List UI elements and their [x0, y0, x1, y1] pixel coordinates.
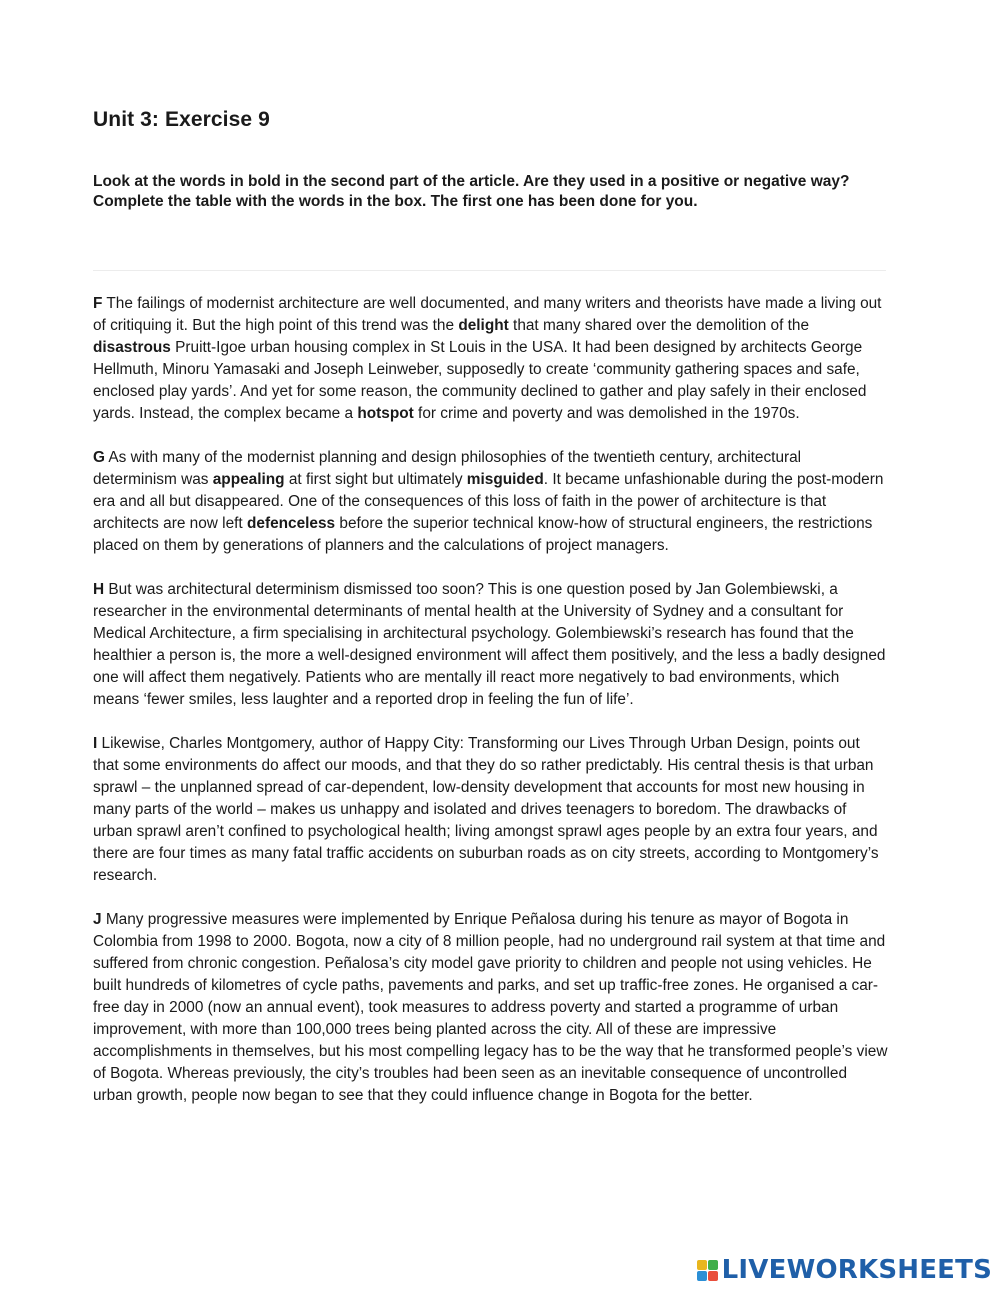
bold-word-defenceless: defenceless — [246, 515, 336, 532]
bold-word-misguided: misguided — [466, 471, 544, 488]
paragraph-letter: I — [93, 735, 98, 752]
text-segment: at first sight but ultimately — [284, 471, 467, 488]
article-paragraph-g — [93, 447, 888, 557]
exercise-instructions: Look at the words in bold in the second part of the article. Are they used in a positive or negative way? Complete the table with the words in the box. The first one has been done for you. — [93, 173, 850, 210]
article-body — [93, 293, 888, 1129]
text-segment: As with many of the modernist planning and design philosophies of the twentieth century, architectural determinism was — [93, 449, 802, 488]
article-paragraph-h — [93, 579, 888, 711]
text-segment: that many shared over the demolition of the — [508, 317, 810, 334]
paragraph-text: Likewise, Charles Montgomery, author of Happy City: Transforming our Lives Through Urban Design, points out that some environments do affect our moods, and that they do so rather predictably. His central thesis is that urban sprawl – the unplanned spread of car-dependent, low-density development that accounts for most new housing in many parts of the world – makes us unhappy and isolated and drives teenagers to boredom. The drawbacks of urban sprawl aren’t confined to psychological health; living amongst sprawl ages people by an extra four years, and there are four times as many fatal traffic accidents on suburban roads as on city streets, according to Montgomery’s research. — [93, 735, 879, 884]
paragraph-letter: H — [93, 581, 105, 598]
paragraph-text: Many progressive measures were implemented by Enrique Peñalosa during his tenure as mayor of Bogota in Colombia from 1998 to 2000. Bogota, now a city of 8 million people, had no underground rail system at that time and suffered from chronic congestion. Peñalosa’s city model gave priority to children and people not using vehicles. He built hundreds of kilometres of cycle paths, pavements and parks, and set up traffic-free zones. He organised a car-free day in 2000 (now an annual event), took measures to address poverty and started a programme of urban improvement, with more than 100,000 trees being planted across the city. All of these are impressive accomplishments in themselves, but his most compelling legacy has to be the way that he transformed people’s view of Bogota. Whereas previously, the city’s troubles had been seen as an inevitable consequence of uncontrolled urban growth, people now began to see that they could influence change in Bogota for the better. — [93, 911, 888, 1104]
paragraph-letter: G — [93, 449, 105, 466]
logo-square — [697, 1271, 707, 1281]
logo-square — [697, 1260, 707, 1270]
section-divider — [93, 270, 886, 271]
paragraph-letter: F — [93, 295, 103, 312]
paragraph-text: But was architectural determinism dismissed too soon? This is one question posed by Jan Golembiewski, a researcher in the environmental determinants of mental health at the University of Sydney and a consultant for Medical Architecture, a firm specialising in architectural psychology. Golembiewski’s research has found that the healthier a person is, the more a well-designed environment will affect them positively, and the less a badly designed one will affect them negatively. Patients who are mentally ill react more negatively to bad environments, which means ‘fewer smiles, less laughter and a reported drop in feeling the fun of life’. — [93, 581, 886, 708]
bold-word-delight: delight — [458, 317, 509, 334]
text-segment: . It became unfashionable during the post-modern era and all but disappeared. One of the consequences of this loss of faith in the power of architecture is that architects are now left — [93, 471, 884, 532]
bold-word-hotspot: hotspot — [357, 405, 414, 422]
article-paragraph-j — [93, 909, 888, 1107]
liveworksheets-logo — [697, 1255, 992, 1285]
text-segment: before the superior technical know-how of structural engineers, the restrictions placed on them by generations of planners and the calculations of project managers. — [93, 515, 873, 554]
logo-square — [708, 1271, 718, 1281]
article-paragraph-f — [93, 293, 888, 425]
bold-word-appealing: appealing — [212, 471, 285, 488]
logo-text: LIVEWORKSHEETS — [721, 1255, 992, 1285]
page-title: Unit 3: Exercise 9 — [93, 108, 270, 131]
bold-word-disastrous: disastrous — [93, 339, 171, 356]
text-segment: The failings of modernist architecture are well documented, and many writers and theorists have made a living out of critiquing it. But the high point of this trend was the — [93, 295, 882, 334]
text-segment: Pruitt-Igoe urban housing complex in St Louis in the USA. It had been designed by architects George Hellmuth, Minoru Yamasaki and Joseph Leinweber, supposedly to create ‘community gathering spaces and safe, enclosed play yards’. And yet for some reason, the community declined to gather and play safely in their enclosed yards. Instead, the complex became a — [93, 339, 867, 422]
paragraph-letter: J — [93, 911, 102, 928]
logo-square — [708, 1260, 718, 1270]
text-segment: for crime and poverty and was demolished in the 1970s. — [413, 405, 800, 422]
paragraph-text — [93, 295, 881, 422]
article-paragraph-i — [93, 733, 888, 887]
liveworksheets-logo-icon — [697, 1260, 718, 1281]
paragraph-text — [93, 449, 883, 554]
